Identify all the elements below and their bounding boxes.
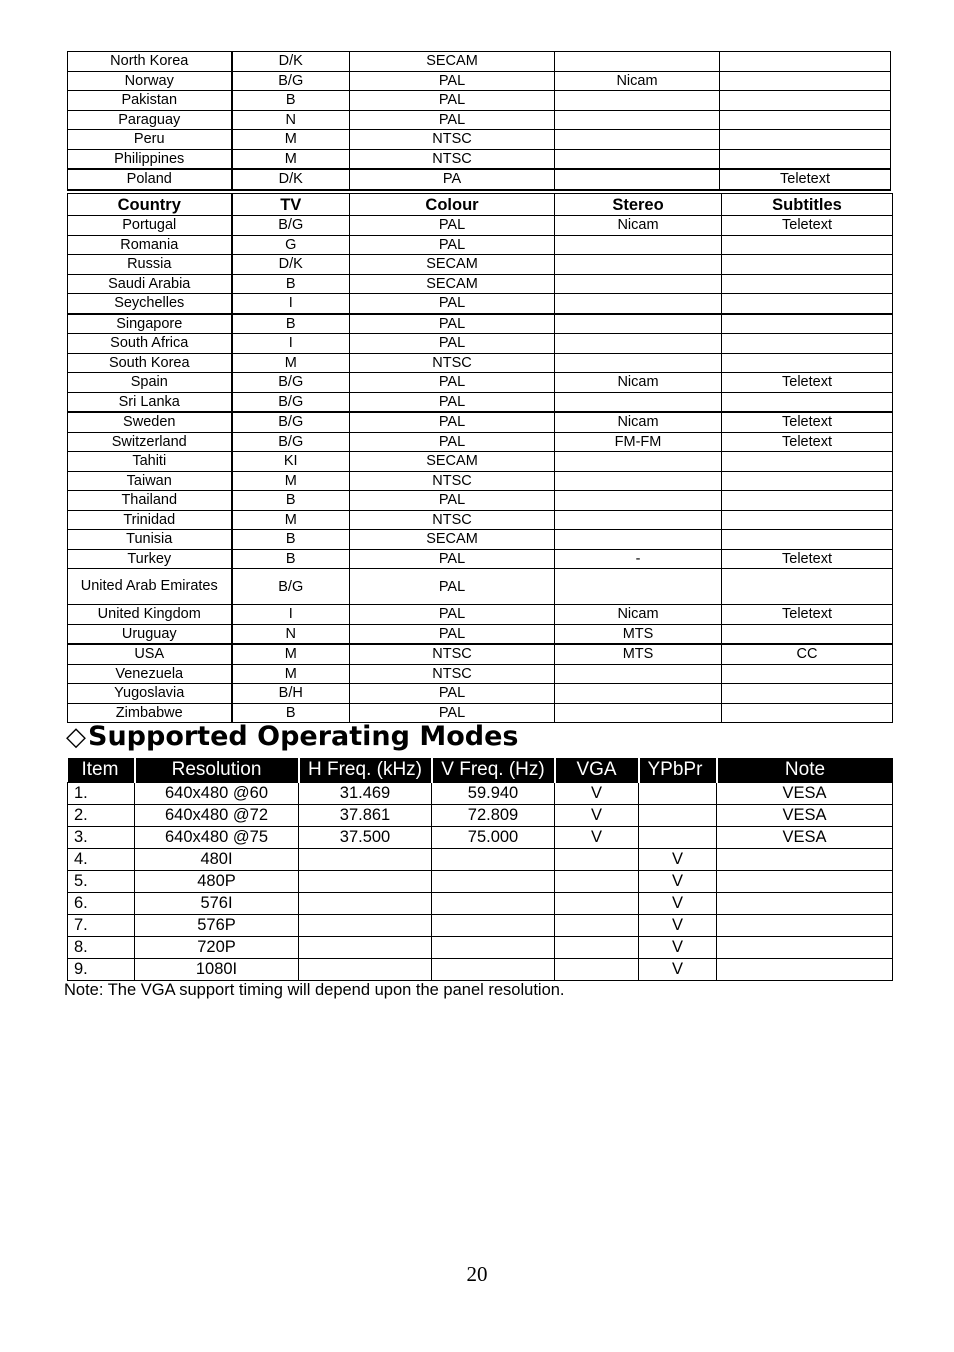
country-broadcast-table-continued: [67, 51, 891, 191]
header-v-freq: V Freq. (Hz): [432, 758, 555, 783]
country-table-header-row: [68, 194, 893, 216]
cell-ypbpr: [639, 827, 717, 849]
cell-colour: PAL: [350, 624, 555, 644]
cell-v-freq: [432, 959, 555, 981]
cell-resolution: 1080I: [135, 959, 299, 981]
table-row: [68, 130, 891, 150]
cell-stereo: [555, 91, 720, 111]
cell-ypbpr: V: [639, 871, 717, 893]
table-row: [68, 255, 893, 275]
cell-subtitles: [722, 624, 893, 644]
table-row: [68, 783, 893, 805]
cell-stereo: Nicam: [555, 605, 722, 625]
cell-h-freq: [299, 849, 432, 871]
cell-note: VESA: [717, 783, 893, 805]
cell-colour: PAL: [350, 491, 555, 511]
table-row: [68, 392, 893, 412]
table-row: [68, 664, 893, 684]
cell-resolution: 480P: [135, 871, 299, 893]
cell-colour: SECAM: [350, 52, 555, 72]
cell-country: Venezuela: [68, 664, 232, 684]
cell-country: Sweden: [68, 412, 232, 432]
cell-subtitles: [720, 130, 891, 150]
cell-subtitles: Teletext: [720, 169, 891, 190]
table-row: [68, 471, 893, 491]
cell-country: Turkey: [68, 549, 232, 569]
cell-v-freq: [432, 937, 555, 959]
cell-subtitles: [722, 255, 893, 275]
cell-note: [717, 871, 893, 893]
cell-colour: PAL: [350, 549, 555, 569]
table-row: [68, 452, 893, 472]
cell-colour: NTSC: [350, 130, 555, 150]
table-row: [68, 684, 893, 704]
cell-subtitles: CC: [722, 644, 893, 664]
cell-country: USA: [68, 644, 232, 664]
diamond-bullet-icon: ◇: [66, 722, 86, 752]
cell-stereo: Nicam: [555, 71, 720, 91]
table-row: [68, 605, 893, 625]
cell-tv: D/K: [232, 52, 350, 72]
cell-vga: V: [555, 805, 639, 827]
cell-tv: D/K: [232, 169, 350, 190]
cell-country: Switzerland: [68, 432, 232, 452]
table-row: [68, 353, 893, 373]
table-row: [68, 314, 893, 334]
cell-colour: PAL: [350, 216, 555, 236]
cell-vga: [555, 849, 639, 871]
table-row: [68, 334, 893, 354]
cell-note: [717, 849, 893, 871]
cell-subtitles: [720, 91, 891, 111]
cell-country: Romania: [68, 235, 232, 255]
table-row: [68, 937, 893, 959]
cell-colour: PAL: [350, 294, 555, 314]
cell-resolution: 640x480 @60: [135, 783, 299, 805]
cell-item: 6.: [68, 893, 135, 915]
table-row: [68, 959, 893, 981]
cell-stereo: [555, 149, 720, 169]
table-row: [68, 915, 893, 937]
cell-h-freq: [299, 915, 432, 937]
cell-stereo: [555, 392, 722, 412]
cell-country: Yugoslavia: [68, 684, 232, 704]
cell-subtitles: [722, 471, 893, 491]
cell-tv: I: [232, 334, 350, 354]
cell-h-freq: 31.469: [299, 783, 432, 805]
cell-colour: SECAM: [350, 452, 555, 472]
cell-stereo: [555, 314, 722, 334]
cell-stereo: Nicam: [555, 373, 722, 393]
cell-tv: N: [232, 624, 350, 644]
cell-tv: B: [232, 549, 350, 569]
cell-country: Paraguay: [68, 110, 232, 130]
cell-ypbpr: [639, 783, 717, 805]
table-row: [68, 549, 893, 569]
cell-v-freq: [432, 871, 555, 893]
operating-modes-table: [67, 758, 893, 981]
cell-country: Zimbabwe: [68, 703, 232, 723]
cell-tv: B/G: [232, 392, 350, 412]
cell-country: Saudi Arabia: [68, 274, 232, 294]
cell-tv: N: [232, 110, 350, 130]
cell-subtitles: [722, 703, 893, 723]
cell-colour: PAL: [350, 703, 555, 723]
cell-tv: B: [232, 491, 350, 511]
header-resolution: Resolution: [135, 758, 299, 783]
cell-stereo: FM-FM: [555, 432, 722, 452]
cell-country: Seychelles: [68, 294, 232, 314]
cell-note: VESA: [717, 805, 893, 827]
cell-resolution: 576P: [135, 915, 299, 937]
cell-stereo: [555, 235, 722, 255]
cell-tv: I: [232, 605, 350, 625]
table-row: [68, 530, 893, 550]
cell-colour: SECAM: [350, 255, 555, 275]
cell-tv: B/G: [232, 432, 350, 452]
cell-tv: M: [232, 471, 350, 491]
cell-tv: M: [232, 664, 350, 684]
table-row: [68, 169, 891, 190]
cell-stereo: [555, 569, 722, 605]
cell-subtitles: [722, 294, 893, 314]
cell-subtitles: Teletext: [722, 216, 893, 236]
cell-h-freq: 37.861: [299, 805, 432, 827]
cell-tv: KI: [232, 452, 350, 472]
cell-vga: [555, 871, 639, 893]
cell-colour: SECAM: [350, 530, 555, 550]
table-row: [68, 71, 891, 91]
cell-item: 3.: [68, 827, 135, 849]
cell-stereo: [555, 169, 720, 190]
table-row: [68, 624, 893, 644]
cell-ypbpr: V: [639, 959, 717, 981]
table-row: [68, 412, 893, 432]
cell-stereo: [555, 52, 720, 72]
cell-resolution: 720P: [135, 937, 299, 959]
cell-ypbpr: V: [639, 937, 717, 959]
cell-colour: PAL: [350, 91, 555, 111]
cell-resolution: 640x480 @72: [135, 805, 299, 827]
cell-subtitles: [722, 569, 893, 605]
cell-v-freq: [432, 849, 555, 871]
table-row: [68, 235, 893, 255]
cell-stereo: [555, 491, 722, 511]
cell-colour: SECAM: [350, 274, 555, 294]
table-row: [68, 491, 893, 511]
cell-country: Spain: [68, 373, 232, 393]
cell-country: Pakistan: [68, 91, 232, 111]
table-row: [68, 510, 893, 530]
cell-country: Philippines: [68, 149, 232, 169]
table-row: [68, 849, 893, 871]
country-broadcast-table: [67, 193, 893, 723]
cell-tv: B/H: [232, 684, 350, 704]
cell-tv: I: [232, 294, 350, 314]
table-row: [68, 110, 891, 130]
table-row: [68, 52, 891, 72]
cell-vga: [555, 893, 639, 915]
cell-subtitles: [720, 52, 891, 72]
cell-subtitles: [722, 452, 893, 472]
cell-v-freq: [432, 893, 555, 915]
header-subtitles: Subtitles: [722, 194, 893, 216]
cell-note: [717, 937, 893, 959]
cell-colour: PAL: [350, 412, 555, 432]
cell-tv: B: [232, 91, 350, 111]
cell-colour: PAL: [350, 110, 555, 130]
modes-table-body: [68, 783, 893, 981]
table-row: [68, 871, 893, 893]
cell-item: 7.: [68, 915, 135, 937]
cell-country: Tahiti: [68, 452, 232, 472]
cell-stereo: MTS: [555, 624, 722, 644]
table-row: [68, 373, 893, 393]
table-row: [68, 274, 893, 294]
cell-item: 1.: [68, 783, 135, 805]
cell-country: Tunisia: [68, 530, 232, 550]
cell-colour: PAL: [350, 392, 555, 412]
header-country: Country: [68, 194, 232, 216]
cell-item: 9.: [68, 959, 135, 981]
cell-colour: NTSC: [350, 149, 555, 169]
cell-ypbpr: V: [639, 849, 717, 871]
cell-v-freq: 72.809: [432, 805, 555, 827]
cell-note: [717, 959, 893, 981]
cell-tv: B/G: [232, 216, 350, 236]
cell-subtitles: Teletext: [722, 432, 893, 452]
cell-country: South Korea: [68, 353, 232, 373]
cell-colour: PAL: [350, 569, 555, 605]
cell-note: VESA: [717, 827, 893, 849]
cell-colour: NTSC: [350, 471, 555, 491]
header-stereo: Stereo: [555, 194, 722, 216]
cell-tv: B/G: [232, 373, 350, 393]
cell-tv: M: [232, 510, 350, 530]
cell-ypbpr: V: [639, 893, 717, 915]
header-ypbpr: YPbPr: [639, 758, 717, 783]
cell-tv: B/G: [232, 569, 350, 605]
table-row: [68, 149, 891, 169]
cell-tv: M: [232, 353, 350, 373]
header-colour: Colour: [350, 194, 555, 216]
country-table-body: [68, 216, 893, 723]
cell-country: Trinidad: [68, 510, 232, 530]
cell-subtitles: [722, 664, 893, 684]
cell-h-freq: [299, 959, 432, 981]
cell-vga: [555, 937, 639, 959]
cell-subtitles: [722, 334, 893, 354]
header-tv: TV: [232, 194, 350, 216]
cell-country: Singapore: [68, 314, 232, 334]
cell-tv: M: [232, 149, 350, 169]
cell-country: United Kingdom: [68, 605, 232, 625]
modes-header-row: [68, 758, 893, 783]
cell-v-freq: [432, 915, 555, 937]
table-row: [68, 216, 893, 236]
cell-subtitles: Teletext: [722, 373, 893, 393]
cell-subtitles: [722, 491, 893, 511]
cell-stereo: -: [555, 549, 722, 569]
header-item: Item: [68, 758, 135, 783]
header-note: Note: [717, 758, 893, 783]
cell-subtitles: [720, 149, 891, 169]
cell-subtitles: [720, 110, 891, 130]
cell-colour: PA: [350, 169, 555, 190]
cell-colour: PAL: [350, 71, 555, 91]
cell-vga: V: [555, 827, 639, 849]
header-h-freq: H Freq. (kHz): [299, 758, 432, 783]
cell-ypbpr: V: [639, 915, 717, 937]
cell-h-freq: [299, 893, 432, 915]
cell-colour: PAL: [350, 373, 555, 393]
cell-stereo: [555, 353, 722, 373]
table-row: [68, 893, 893, 915]
cell-stereo: Nicam: [555, 216, 722, 236]
vga-timing-footnote: Note: The VGA support timing will depend upon the panel resolution.: [64, 981, 565, 999]
cell-subtitles: [722, 274, 893, 294]
cell-colour: NTSC: [350, 644, 555, 664]
table-row: [68, 827, 893, 849]
cell-ypbpr: [639, 805, 717, 827]
cell-tv: B: [232, 530, 350, 550]
page-number: 20: [466, 1262, 488, 1286]
cell-colour: NTSC: [350, 510, 555, 530]
cell-tv: B: [232, 274, 350, 294]
cell-item: 5.: [68, 871, 135, 893]
cell-tv: M: [232, 130, 350, 150]
cell-country: Portugal: [68, 216, 232, 236]
cell-subtitles: [722, 510, 893, 530]
cell-stereo: [555, 334, 722, 354]
cell-tv: M: [232, 644, 350, 664]
table-row: [68, 91, 891, 111]
cell-country: South Africa: [68, 334, 232, 354]
cell-item: 4.: [68, 849, 135, 871]
cell-tv: B: [232, 703, 350, 723]
cell-colour: PAL: [350, 334, 555, 354]
cell-stereo: [555, 294, 722, 314]
cell-subtitles: [722, 314, 893, 334]
cell-h-freq: [299, 871, 432, 893]
cell-stereo: [555, 274, 722, 294]
cell-country: Russia: [68, 255, 232, 275]
section-title-text: Supported Operating Modes: [88, 721, 519, 752]
cell-country: Peru: [68, 130, 232, 150]
cell-colour: NTSC: [350, 353, 555, 373]
cell-colour: NTSC: [350, 664, 555, 684]
table-row: [68, 644, 893, 664]
cell-tv: G: [232, 235, 350, 255]
cell-stereo: [555, 703, 722, 723]
cell-note: [717, 915, 893, 937]
cell-vga: V: [555, 783, 639, 805]
cell-subtitles: [720, 71, 891, 91]
cell-item: 2.: [68, 805, 135, 827]
table-row: [68, 294, 893, 314]
cell-subtitles: Teletext: [722, 412, 893, 432]
cell-country: United Arab Emirates: [68, 569, 232, 605]
cell-colour: PAL: [350, 432, 555, 452]
cell-stereo: [555, 510, 722, 530]
table-row: [68, 569, 893, 605]
cell-vga: [555, 915, 639, 937]
cell-colour: PAL: [350, 684, 555, 704]
cell-country: Taiwan: [68, 471, 232, 491]
cell-resolution: 640x480 @75: [135, 827, 299, 849]
cell-stereo: [555, 684, 722, 704]
country-table-continued-body: [68, 52, 891, 190]
cell-colour: PAL: [350, 314, 555, 334]
cell-subtitles: Teletext: [722, 605, 893, 625]
cell-stereo: Nicam: [555, 412, 722, 432]
cell-vga: [555, 959, 639, 981]
cell-country: Thailand: [68, 491, 232, 511]
cell-tv: B: [232, 314, 350, 334]
cell-country: Poland: [68, 169, 232, 190]
cell-stereo: [555, 255, 722, 275]
cell-resolution: 480I: [135, 849, 299, 871]
cell-stereo: MTS: [555, 644, 722, 664]
cell-country: Sri Lanka: [68, 392, 232, 412]
header-vga: VGA: [555, 758, 639, 783]
table-row: [68, 805, 893, 827]
cell-v-freq: 59.940: [432, 783, 555, 805]
cell-subtitles: [722, 392, 893, 412]
cell-subtitles: [722, 235, 893, 255]
cell-subtitles: [722, 530, 893, 550]
cell-subtitles: [722, 684, 893, 704]
cell-country: Uruguay: [68, 624, 232, 644]
cell-h-freq: 37.500: [299, 827, 432, 849]
cell-stereo: [555, 471, 722, 491]
cell-tv: B/G: [232, 412, 350, 432]
cell-colour: PAL: [350, 605, 555, 625]
cell-country: North Korea: [68, 52, 232, 72]
cell-stereo: [555, 664, 722, 684]
cell-note: [717, 893, 893, 915]
cell-h-freq: [299, 937, 432, 959]
cell-stereo: [555, 530, 722, 550]
cell-tv: B/G: [232, 71, 350, 91]
cell-colour: PAL: [350, 235, 555, 255]
section-title: [66, 720, 519, 754]
cell-stereo: [555, 110, 720, 130]
cell-tv: D/K: [232, 255, 350, 275]
cell-subtitles: Teletext: [722, 549, 893, 569]
cell-country: Norway: [68, 71, 232, 91]
cell-item: 8.: [68, 937, 135, 959]
cell-stereo: [555, 130, 720, 150]
cell-resolution: 576I: [135, 893, 299, 915]
cell-subtitles: [722, 353, 893, 373]
cell-stereo: [555, 452, 722, 472]
table-row: [68, 432, 893, 452]
cell-v-freq: 75.000: [432, 827, 555, 849]
